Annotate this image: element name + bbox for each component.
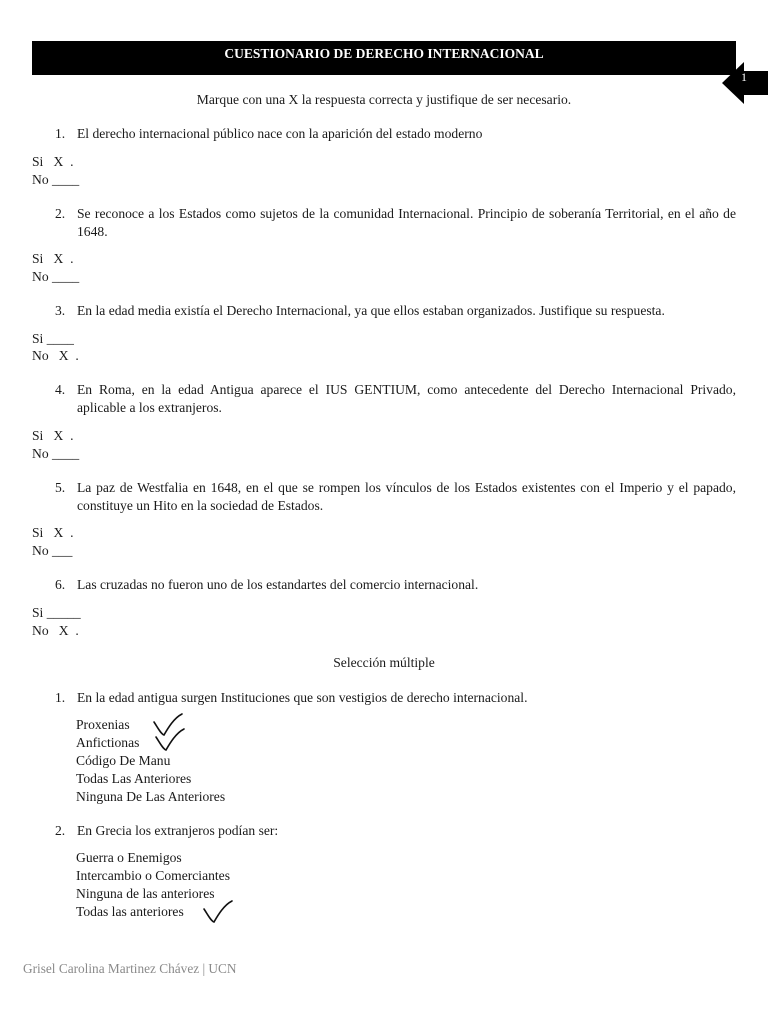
question-number: 2.	[55, 206, 66, 221]
answer-no: No ____	[32, 446, 80, 461]
answer-si: Si X .	[32, 525, 74, 540]
question-6	[55, 576, 736, 594]
question-number: 1.	[55, 126, 66, 141]
option-label: Guerra o Enemigos	[76, 850, 182, 865]
question-4	[55, 381, 736, 417]
checkmark-icon	[154, 727, 186, 753]
option-label: Todas las anteriores	[76, 904, 184, 919]
checkmark-icon	[202, 899, 234, 925]
option-item	[76, 867, 230, 885]
answer-no: No X .	[32, 348, 79, 363]
answer-si: Si _____	[32, 605, 81, 620]
page-number: 1	[741, 70, 747, 84]
option-item	[76, 849, 230, 867]
question-number: 5.	[55, 480, 66, 495]
mc-options-1	[76, 716, 225, 806]
answer-si: Si X .	[32, 428, 74, 443]
question-text: En la edad antigua surgen Instituciones que son vestigios de derecho internacional.	[77, 690, 528, 705]
option-label: Todas Las Anteriores	[76, 771, 192, 786]
answer-si: Si ____	[32, 331, 74, 346]
answer-no: No ___	[32, 543, 73, 558]
answer-si: Si X .	[32, 251, 74, 266]
mc-question-2	[55, 822, 736, 840]
section-heading: Selección múltiple	[333, 655, 435, 670]
answer-no: No ____	[32, 172, 80, 187]
question-text: En la edad media existía el Derecho Internacional, ya que ellos estaban organizados. Justifique su respuesta.	[77, 303, 665, 318]
option-item	[76, 752, 225, 770]
instructions: Marque con una X la respuesta correcta y justifique de ser necesario.	[196, 92, 572, 107]
answer-no: No ____	[32, 269, 80, 284]
option-item	[76, 734, 225, 752]
question-number: 3.	[55, 303, 66, 318]
question-text: Las cruzadas no fueron uno de los estandartes del comercio internacional.	[77, 577, 479, 592]
mc-question-1	[55, 689, 736, 707]
question-1	[55, 125, 736, 143]
option-label: Intercambio o Comerciantes	[76, 868, 231, 883]
option-item	[76, 903, 230, 921]
option-item	[76, 788, 225, 806]
question-number: 4.	[55, 382, 66, 397]
mc-options-2	[76, 849, 230, 921]
question-5	[55, 479, 736, 515]
option-item	[76, 716, 225, 734]
question-number: 2.	[55, 823, 66, 838]
question-text: En Grecia los extranjeros podían ser:	[77, 823, 279, 838]
answer-si: Si X .	[32, 154, 74, 169]
answer-no: No X .	[32, 623, 79, 638]
option-label: Ninguna de las anteriores	[76, 886, 215, 901]
question-text: La paz de Westfalia en 1648, en el que se rompen los vínculos de los Estados existentes con el Imperio y el papado, constituye un Hito en la sociedad de Estados.	[77, 480, 736, 513]
document-title: CUESTIONARIO DE DERECHO INTERNACIONAL	[224, 46, 544, 61]
question-2	[55, 205, 736, 241]
option-label: Anfictionas	[76, 735, 140, 750]
footer-author: Grisel Carolina Martinez Chávez | UCN	[23, 961, 237, 976]
option-label: Código De Manu	[76, 753, 171, 768]
option-item	[76, 770, 225, 788]
option-label: Proxenias	[76, 717, 130, 732]
question-number: 6.	[55, 577, 66, 592]
document-title-banner	[32, 41, 736, 75]
question-number: 1.	[55, 690, 66, 705]
question-text: En Roma, en la edad Antigua aparece el IUS GENTIUM, como antecedente del Derecho Internacional Privado, aplicable a los extranjeros.	[77, 382, 736, 415]
option-label: Ninguna De Las Anteriores	[76, 789, 226, 804]
question-text: El derecho internacional público nace con la aparición del estado moderno	[77, 126, 483, 141]
question-3	[55, 302, 736, 320]
question-text: Se reconoce a los Estados como sujetos de la comunidad Internacional. Principio de soberanía Territorial, en el año de 1648.	[77, 206, 736, 239]
